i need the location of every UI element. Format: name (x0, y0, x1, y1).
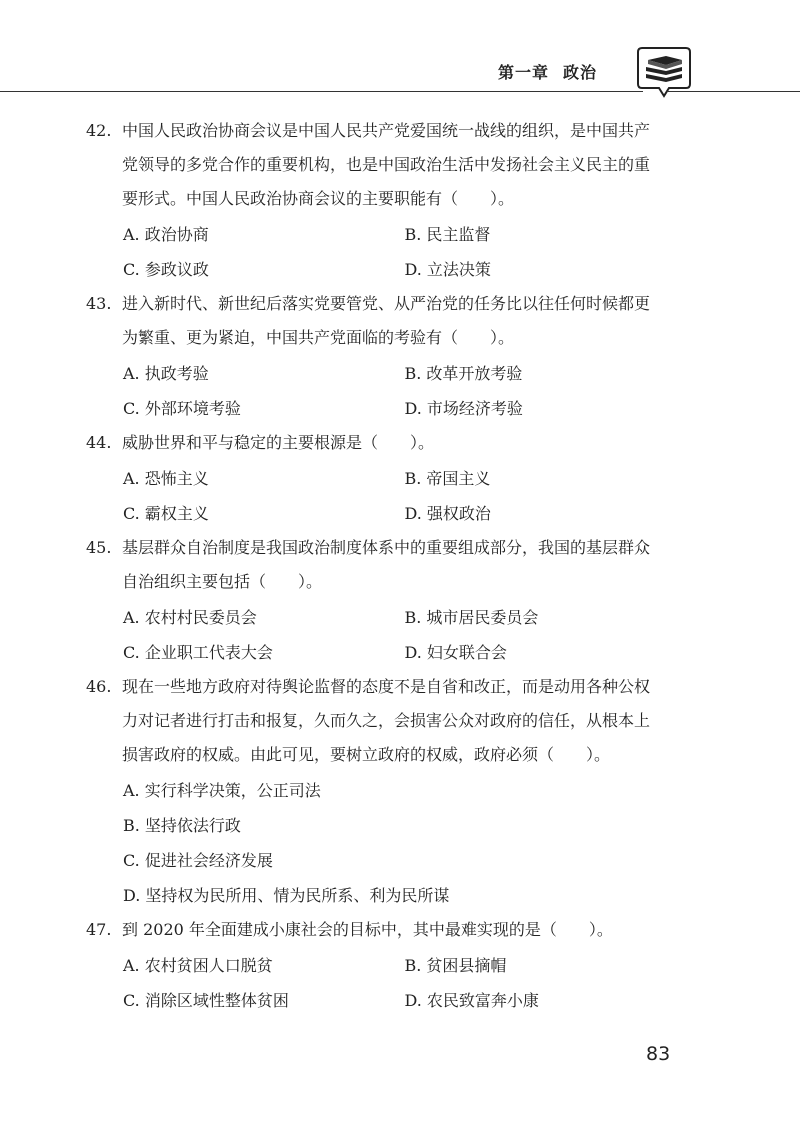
question-line: 现在一些地方政府对待舆论监督的态度不是自省和改正，而是动用各种公权 (122, 677, 651, 696)
options (123, 773, 686, 913)
question-text (122, 114, 686, 216)
chapter-topic: 政治 (563, 63, 598, 82)
question-45 (86, 531, 686, 599)
question-line: 到 2020 年全面建成小康社会的目标中，其中最难实现的是（ ）。 (122, 920, 613, 939)
question-line: 威胁世界和平与稳定的主要根源是（ ）。 (122, 433, 435, 452)
option-a[interactable]: A. 实行科学决策，公正司法 (123, 781, 321, 800)
page-number: 83 (646, 1043, 671, 1065)
option-c[interactable]: C. 企业职工代表大会 (123, 643, 273, 662)
question-text (122, 531, 686, 599)
question-line: 损害政府的权威。由此可见，要树立政府的权威，政府必须（ ）。 (122, 745, 611, 764)
question-number: 46. (86, 677, 112, 696)
books-icon (636, 44, 692, 100)
option-c[interactable]: C. 参政议政 (123, 260, 209, 279)
question-line: 中国人民政治协商会议是中国人民共产党爱国统一战线的组织，是中国共产 (122, 121, 651, 140)
question-42 (86, 114, 686, 216)
option-c[interactable]: C. 消除区域性整体贫困 (123, 991, 289, 1010)
option-d[interactable]: D. 坚持权为民所用、情为民所系、利为民所谋 (123, 886, 450, 905)
question-44 (86, 426, 686, 460)
chapter-label: 第一章 (498, 63, 550, 82)
option-c[interactable]: C. 霸权主义 (123, 504, 209, 523)
question-line: 力对记者进行打击和报复，久而久之，会损害公众对政府的信任，从根本上 (122, 711, 651, 730)
option-b[interactable]: B. 城市居民委员会 (404, 608, 539, 627)
question-43 (86, 287, 686, 355)
question-line: 进入新时代、新世纪后落实党要管党、从严治党的任务比以往任何时候都更 (122, 294, 651, 313)
option-b[interactable]: B. 民主监督 (404, 225, 491, 244)
option-d[interactable]: D. 立法决策 (404, 260, 491, 279)
question-number: 44. (86, 433, 112, 452)
option-b[interactable]: B. 坚持依法行政 (123, 816, 241, 835)
question-line: 基层群众自治制度是我国政治制度体系中的重要组成部分，我国的基层群众 (122, 538, 651, 557)
header-rule (0, 91, 643, 92)
question-text (122, 670, 686, 772)
option-d[interactable]: D. 妇女联合会 (404, 643, 507, 662)
option-b[interactable]: B. 贫困县摘帽 (404, 956, 507, 975)
options (123, 600, 686, 670)
question-line: 要形式。中国人民政治协商会议的主要职能有（ ）。 (122, 189, 515, 208)
option-b[interactable]: B. 改革开放考验 (404, 364, 523, 383)
question-list (86, 114, 686, 1018)
option-c[interactable]: C. 外部环境考验 (123, 399, 241, 418)
option-a[interactable]: A. 农村村民委员会 (123, 608, 257, 627)
question-text (122, 913, 686, 947)
question-number: 47. (86, 920, 112, 939)
options (123, 948, 686, 1018)
options (123, 217, 686, 287)
question-46 (86, 670, 686, 772)
question-number: 42. (86, 121, 112, 140)
question-47 (86, 913, 686, 947)
option-a[interactable]: A. 恐怖主义 (123, 469, 209, 488)
option-a[interactable]: A. 政治协商 (123, 225, 209, 244)
option-a[interactable]: A. 执政考验 (123, 364, 209, 383)
options (123, 461, 686, 531)
options (123, 356, 686, 426)
question-number: 45. (86, 538, 112, 557)
option-d[interactable]: D. 强权政治 (404, 504, 491, 523)
chapter-header (498, 60, 597, 83)
question-number: 43. (86, 294, 112, 313)
option-c[interactable]: C. 促进社会经济发展 (123, 851, 273, 870)
question-line: 党领导的多党合作的重要机构，也是中国政治生活中发扬社会主义民主的重 (122, 155, 651, 174)
option-d[interactable]: D. 市场经济考验 (404, 399, 523, 418)
question-line: 自治组织主要包括（ ）。 (122, 572, 323, 591)
question-text (122, 426, 686, 460)
option-d[interactable]: D. 农民致富奔小康 (404, 991, 539, 1010)
question-line: 为繁重、更为紧迫，中国共产党面临的考验有（ ）。 (122, 328, 515, 347)
option-a[interactable]: A. 农村贫困人口脱贫 (123, 956, 273, 975)
question-text (122, 287, 686, 355)
option-b[interactable]: B. 帝国主义 (404, 469, 491, 488)
